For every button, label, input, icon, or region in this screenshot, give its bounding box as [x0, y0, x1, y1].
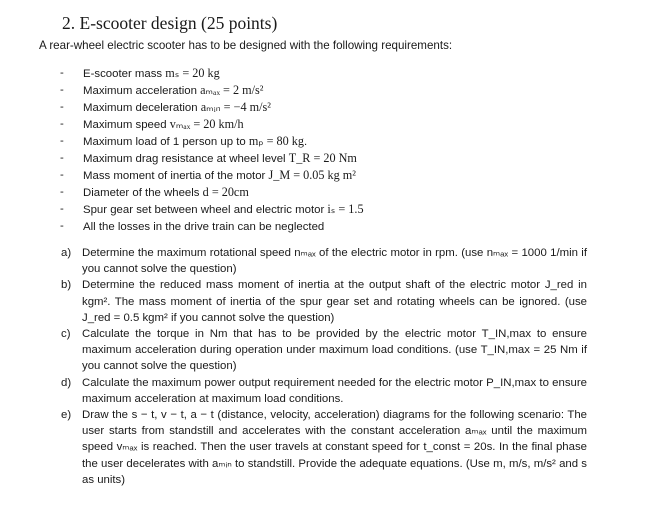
- question-text: Determine the reduced mass moment of inertia at the output shaft of the electric motor J_red in kgm². The mass moment of inertia of the spur gear set and rotating wheels can be ignored. (use J_red = 0.5 kgm² if you cannot solve the question): [82, 279, 587, 324]
- requirement-text: Mass moment of inertia of the motor: [83, 170, 269, 182]
- requirement-formula: T_R = 20 Nm: [288, 151, 357, 165]
- question-item: [61, 326, 587, 375]
- requirement-text: Maximum acceleration: [83, 85, 201, 97]
- section-heading: 2. E-scooter design (25 points): [62, 13, 278, 33]
- requirement-formula: aₘₐₓ = 2 m/s²: [200, 83, 264, 97]
- list-bullet: -: [60, 169, 64, 181]
- questions-list: [61, 245, 587, 488]
- requirement-text: Diameter of the wheels: [83, 187, 203, 199]
- question-label: c): [61, 328, 71, 341]
- list-bullet: -: [60, 67, 64, 79]
- requirement-formula: iₛ = 1.5: [327, 202, 364, 216]
- question-text: Calculate the torque in Nm that has to be provided by the electric motor T_IN,max to ensure maximum acceleration during operation under maximum load conditions. (use T_IN,max = 25 Nm if you cannot solve the question): [82, 328, 587, 373]
- list-bullet: -: [60, 84, 64, 96]
- list-bullet: -: [60, 118, 64, 130]
- requirement-text: E-scooter mass: [83, 68, 166, 80]
- question-text: Calculate the maximum power output requirement needed for the electric motor P_IN,max to ensure maximum acceleration at maximum load conditions.: [82, 376, 587, 405]
- list-bullet: -: [60, 152, 64, 164]
- intro-paragraph: A rear-wheel electric scooter has to be designed with the following requirements:: [39, 39, 453, 52]
- requirement-text: Maximum drag resistance at wheel level: [83, 153, 289, 165]
- requirement-text: Maximum deceleration: [83, 102, 201, 114]
- question-item: [61, 245, 587, 277]
- question-text: Draw the s − t, v − t, a − t (distance, velocity, acceleration) diagrams for the following scenario: The user starts from standstill and accelerates with the constant acceleration aₘₐₓ until the maximum speed vₘₐₓ is reached. Then the user travels at constant speed for t_const = 20s. In the final phase the user decelerates with aₘᵢₙ to standstill. Provide the adequate equations. (Use m, m/s, m/s² and s as units): [82, 409, 587, 486]
- requirement-formula: mₛ = 20 kg: [165, 66, 220, 80]
- requirement-text: Maximum speed: [83, 119, 170, 131]
- list-bullet: -: [60, 220, 64, 232]
- question-item: [61, 277, 587, 326]
- requirement-formula: mₚ = 80 kg: [248, 134, 304, 148]
- requirement-text: Maximum load of 1 person up to: [83, 136, 249, 148]
- list-bullet: -: [60, 203, 64, 215]
- question-label: a): [61, 247, 72, 259]
- question-label: b): [61, 279, 72, 292]
- requirement-formula: d = 20cm: [202, 185, 249, 199]
- list-bullet: -: [60, 135, 64, 147]
- requirement-text: Spur gear set between wheel and electric motor: [83, 204, 328, 216]
- question-label: d): [61, 376, 72, 389]
- list-bullet: -: [60, 186, 64, 198]
- requirement-formula: aₘᵢₙ = −4 m/s²: [200, 100, 271, 114]
- requirement-formula: J_M = 0.05 kg m²: [268, 168, 356, 182]
- question-text: Determine the maximum rotational speed nₘₐₓ of the electric motor in rpm. (use nₘₐₓ = 1000 1/min if you cannot solve the question): [82, 247, 587, 276]
- question-item: [61, 375, 587, 407]
- requirement-text: All the losses in the drive train can be neglected: [83, 221, 325, 233]
- requirement-formula: vₘₐₓ = 20 km/h: [169, 117, 244, 131]
- requirement-suffix: .: [303, 136, 308, 148]
- question-item: [61, 407, 587, 488]
- question-label: e): [61, 409, 72, 422]
- list-bullet: -: [60, 101, 64, 113]
